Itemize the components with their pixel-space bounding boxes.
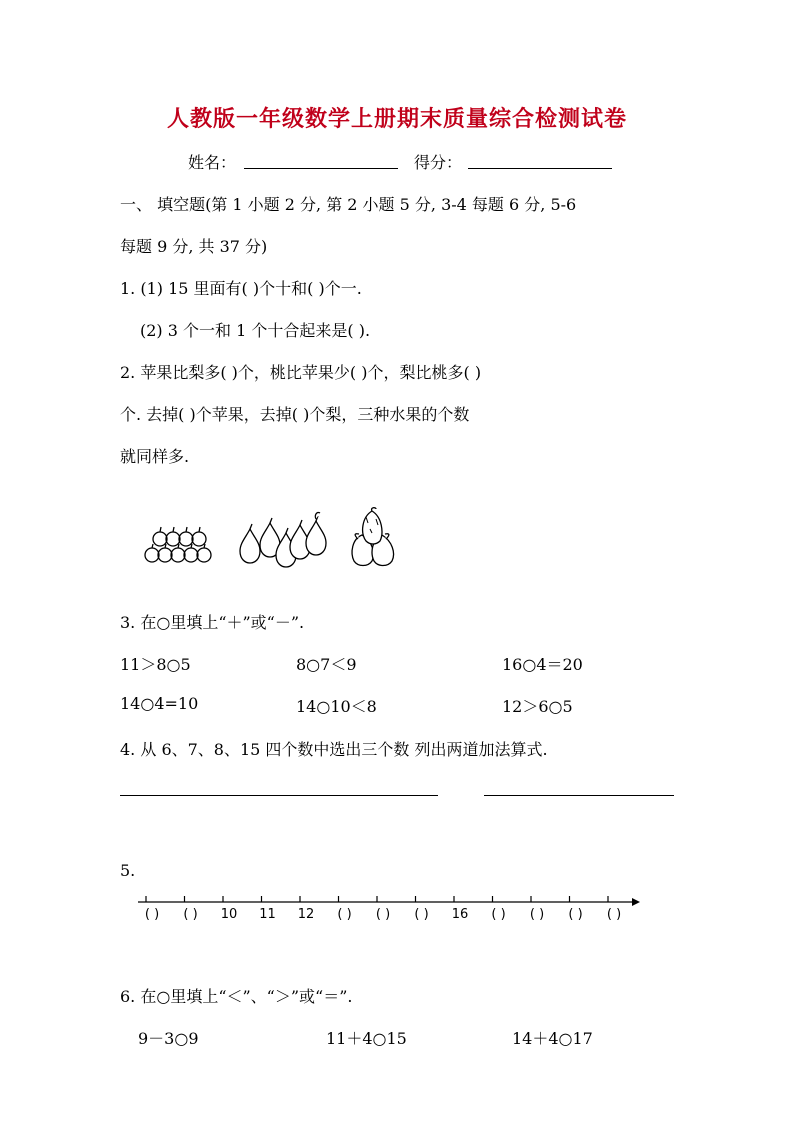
number-line-label: ( )	[529, 907, 545, 922]
pear-icon	[306, 516, 326, 555]
apple-icon	[192, 527, 206, 546]
page-title: 人教版一年级数学上册期末质量综合检测试卷	[166, 106, 627, 132]
q2-line1: 2. 苹果比梨多( )个，桃比苹果少( )个，梨比桃多( )	[120, 363, 482, 382]
name-label: 姓名：	[188, 153, 237, 172]
pears-group	[240, 512, 326, 567]
q6-item: 14＋4○17	[512, 1029, 593, 1048]
section-heading-line1: 一、 填空题(第 1 小题 2 分, 第 2 小题 5 分, 3-4 每题 6 分, 5-6	[120, 195, 577, 214]
q3-item: 12＞6○5	[502, 697, 573, 716]
q4-prompt: 4. 从 6、7、8、15 四个数中选出三个数 列出两道加法算式.	[120, 740, 548, 759]
number-line	[138, 890, 644, 926]
q5-number: 5.	[120, 861, 136, 880]
fruit-illustration	[140, 505, 410, 571]
name-blank[interactable]	[244, 168, 398, 169]
number-line-label: 11	[259, 907, 276, 922]
apple-icon	[197, 544, 211, 562]
apple-icon	[158, 544, 172, 562]
apple-icon	[179, 527, 193, 546]
q4-answer-blank-1[interactable]	[120, 795, 438, 796]
section-heading-line2: 每题 9 分, 共 37 分)	[120, 237, 268, 256]
number-line-label: ( )	[144, 907, 160, 922]
number-line-label: ( )	[337, 907, 352, 922]
q6-item: 9－3○9	[138, 1029, 199, 1048]
apple-icon	[145, 544, 159, 562]
score-label: 得分：	[414, 153, 463, 172]
q3-item: 11＞8○5	[120, 655, 191, 674]
q3-item: 8○7＜9	[296, 655, 357, 674]
q2-line2: 个. 去掉( )个苹果，去掉( )个梨，三种水果的个数	[120, 405, 470, 424]
q6-item: 11＋4○15	[326, 1029, 407, 1048]
q3-prompt: 3. 在○里填上“＋”或“－”.	[120, 613, 305, 632]
peach-icon	[363, 508, 382, 544]
apple-icon	[153, 527, 167, 546]
apple-icon	[166, 527, 180, 546]
number-line-label: 16	[451, 907, 469, 922]
number-line-label: 10	[220, 907, 238, 922]
q2-line3: 就同样多.	[120, 447, 190, 466]
number-line-label: ( )	[375, 907, 391, 922]
q3-item: 16○4＝20	[502, 655, 583, 674]
number-line-label: 12	[297, 907, 315, 922]
apples-group	[145, 527, 211, 562]
q4-answer-blank-2[interactable]	[484, 795, 674, 796]
q1-part2: (2) 3 个一和 1 个十合起来是( ).	[140, 321, 371, 340]
q3-item: 14○4=10	[120, 694, 199, 713]
number-line-label: ( )	[491, 907, 506, 922]
peaches-group	[352, 508, 393, 566]
q1-part1: 1. (1) 15 里面有( )个十和( )个一.	[120, 279, 362, 298]
apple-icon	[184, 544, 198, 562]
apple-icon	[171, 544, 185, 562]
number-line-label: ( )	[183, 907, 198, 922]
number-line-label: ( )	[606, 907, 622, 922]
score-blank[interactable]	[468, 168, 612, 169]
number-line-label: ( )	[568, 907, 583, 922]
q6-prompt: 6. 在○里填上“＜”、“＞”或“＝”.	[120, 987, 353, 1006]
pear-icon	[240, 524, 260, 563]
q3-item: 14○10＜8	[296, 697, 377, 716]
number-line-label: ( )	[414, 907, 429, 922]
